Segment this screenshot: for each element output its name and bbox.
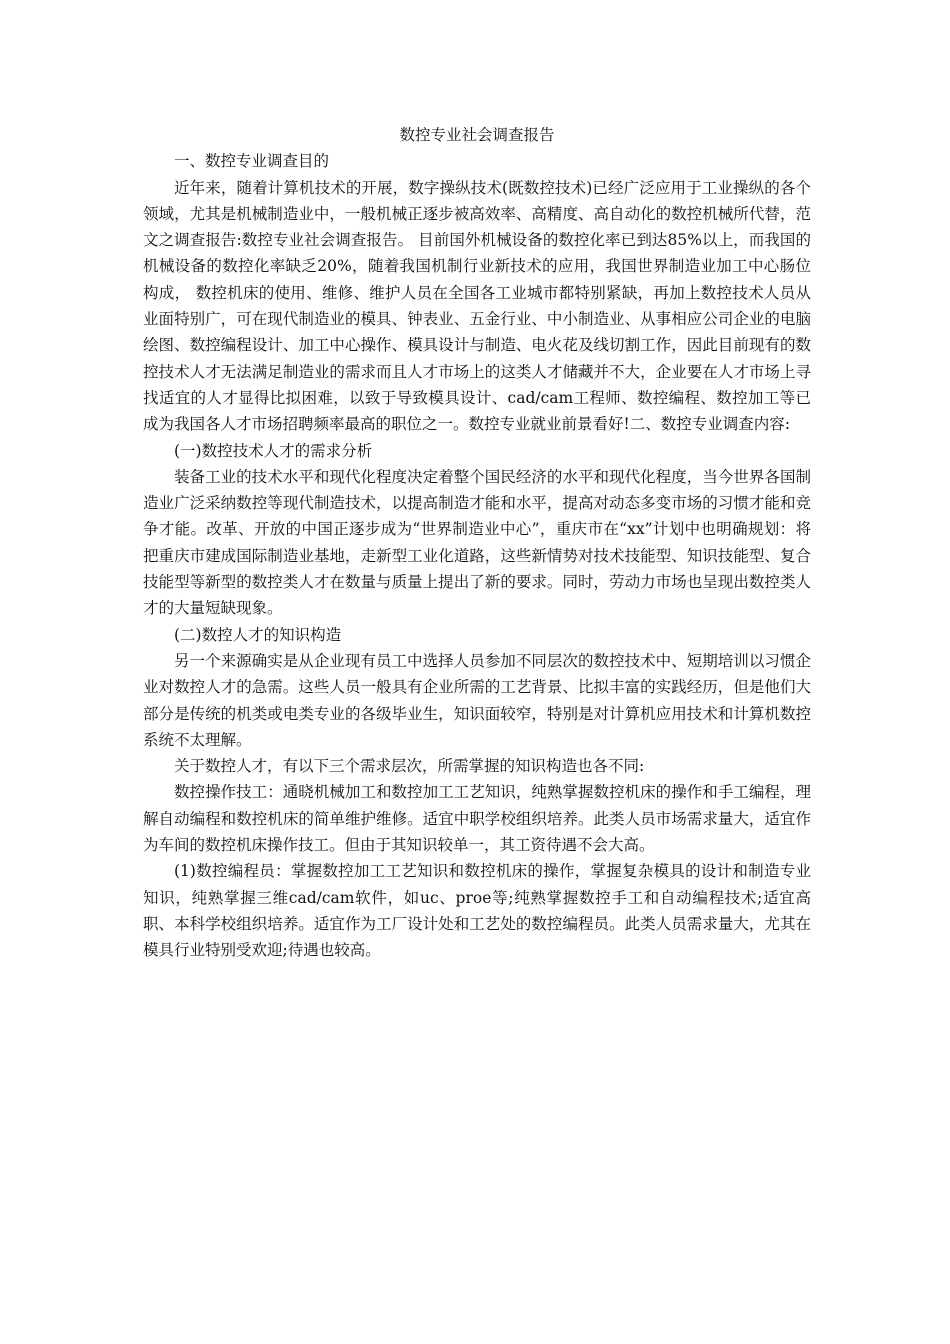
paragraph-programmer: (1)数控编程员：掌握数控加工工艺知识和数控机床的操作，掌握复杂模具的设计和制造专业知识，纯熟掌握三维cad/cam软件，如uc、proe等;纯熟掌握数控手工和自动编程技术;适宜高职、本科学校组织培养。适宜作为工厂设计处和工艺处的数控编程员。此类人员需求量大，尤其在模具行业特别受欢迎;待遇也较高。	[143, 862, 811, 960]
document-body	[143, 122, 811, 964]
paragraph-background: 近年来，随着计算机技术的开展，数字操纵技术(既数控技术)已经广泛应用于工业操纵的各个领域，尤其是机械制造业中，一般机械正逐步被高效率、高精度、高自动化的数控机械所代替，范文之调查报告:数控专业社会调查报告。 目前国外机械设备的数控化率已到达85%以上，而我国的机械设备的数控化率缺乏20%，随着我国机制行业新技术的应用，我国世界制造业加工中心肠位构成， 数控机床的使用、维修、维护人员在全国各工业城市都特别紧缺，再加上数控技术人员从业面特别广，可在现代制造业的模具、钟表业、五金行业、中小制造业、从事相应公司企业的电脑绘图、数控编程设计、加工中心操作、模具设计与制造、电火花及线切割工作，因此目前现有的数控技术人才无法满足制造业的需求而且人才市场上的这类人才储藏并不大，企业要在人才市场上寻找适宜的人才显得比拟困难，以致于导致模具设计、cad/cam工程师、数控编程、数控加工等已成为我国各人才市场招聘频率最高的职位之一。数控专业就业前景看好!二、数控专业调查内容:	[143, 178, 811, 434]
section-heading-demand-analysis: (一)数控技术人才的需求分析	[174, 441, 373, 460]
section-heading-purpose: 一、数控专业调查目的	[174, 152, 330, 171]
paragraph-operator: 数控操作技工：通晓机械加工和数控加工工艺知识，纯熟掌握数控机床的操作和手工编程，理解自动编程和数控机床的简单维护维修。适宜中职学校组织培养。此类人员市场需求量大，适宜作为车间的数控机床操作技工。但由于其知识较单一，其工资待遇不会大高。	[143, 783, 811, 855]
paragraph-demand-analysis: 装备工业的技术水平和现代化程度决定着整个国民经济的水平和现代化程度，当今世界各国制造业广泛采纳数控等现代制造技术，以提高制造才能和水平，提高对动态多变市场的习惯才能和竞争才能。改革、开放的中国正逐步成为“世界制造业中心”，重庆市在“xx”计划中也明确规划：将把重庆市建成国际制造业基地，走新型工业化道路，这些新情势对技术技能型、知识技能型、复合技能型等新型的数控类人才在数量与质量上提出了新的要求。同时，劳动力市场也呈现出数控类人才的大量短缺现象。	[143, 467, 811, 618]
paragraph-training-source: 另一个来源确实是从企业现有员工中选择人员参加不同层次的数控技术中、短期培训以习惯企业对数控人才的急需。这些人员一般具有企业所需的工艺背景、比拟丰富的实践经历，但是他们大部分是传统的机类或电类专业的各级毕业生，知识面较窄，特别是对计算机应用技术和计算机数控系统不太理解。	[143, 651, 811, 749]
section-heading-knowledge-structure: (二)数控人才的知识构造	[174, 625, 342, 644]
document-title: 数控专业社会调查报告	[399, 126, 555, 144]
paragraph-demand-levels: 关于数控人才，有以下三个需求层次，所需掌握的知识构造也各不同:	[174, 757, 645, 776]
